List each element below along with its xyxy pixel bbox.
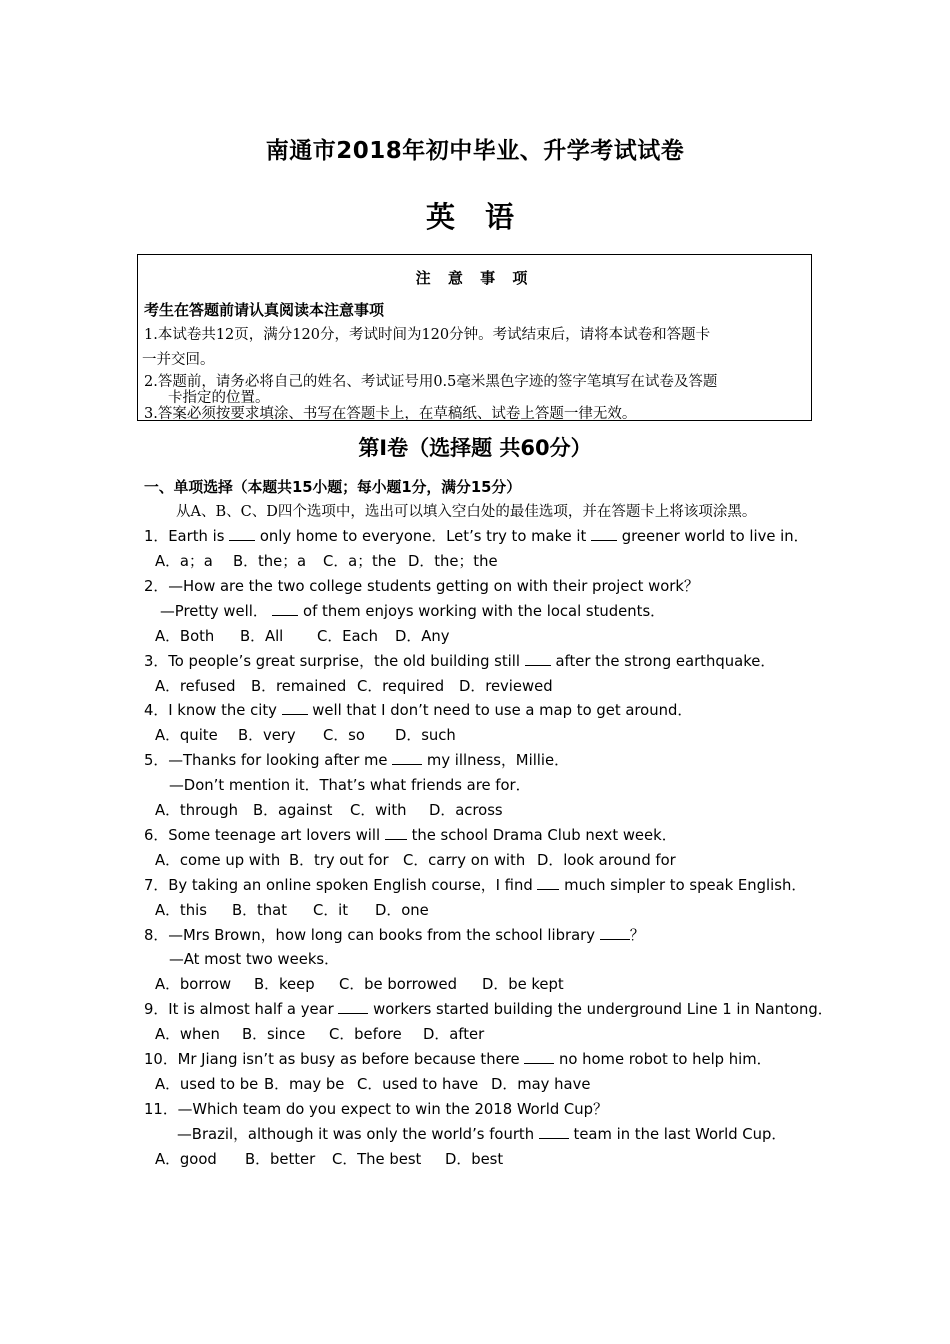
question-11-option-b: B．better xyxy=(245,1151,316,1168)
question-8-option-a: A．borrow xyxy=(155,976,232,993)
question-1-text-pre: 1．Earth is xyxy=(144,528,230,545)
question-2-blank xyxy=(272,603,298,616)
question-4-option-c: C．so xyxy=(323,727,365,744)
question-5-option-c: C．with xyxy=(350,802,407,819)
section1-title: 一、单项选择（本题共15小题；每小题1分，满分15分） xyxy=(144,479,522,496)
question-9-blank xyxy=(338,1001,368,1014)
question-5-text-post: my illness，Millie． xyxy=(422,752,569,769)
question-1-option-b: B．the；a xyxy=(233,553,307,570)
question-1-blank-2 xyxy=(591,528,617,541)
question-8-blank xyxy=(600,927,630,940)
question-3-stem xyxy=(144,650,775,671)
question-9-option-c: C．before xyxy=(329,1026,402,1043)
question-6-text-post: the school Drama Club next week． xyxy=(406,827,677,844)
part1-title: 第Ⅰ卷（选择题 共60分） xyxy=(358,436,592,460)
question-4-option-a: A．quite xyxy=(155,727,218,744)
question-8-option-d: D．be kept xyxy=(482,976,564,993)
question-1-text-mid: only home to everyone．Let’s try to make it xyxy=(255,528,592,545)
question-6-stem xyxy=(144,824,677,845)
question-5-option-a: A．through xyxy=(155,802,239,819)
question-5-option-d: D．across xyxy=(429,802,503,819)
question-8-line-2: —At most two weeks． xyxy=(169,951,339,968)
question-9-options xyxy=(155,1023,484,1044)
question-4-options xyxy=(155,724,456,745)
notice-item-1-cont: 一并交回。 xyxy=(142,352,215,368)
question-8-text-pre: 8．—Mrs Brown，how long can books from the school library xyxy=(144,927,600,944)
question-3-option-a: A．refused xyxy=(155,678,236,695)
notice-item-1: 1.本试卷共12页，满分120分，考试时间为120分钟。考试结束后，请将本试卷和答题卡 xyxy=(144,327,711,343)
question-5-option-b: B．against xyxy=(253,802,333,819)
question-1-text-post: greener world to live in． xyxy=(617,528,809,545)
notice-heading: 注 意 事 项 xyxy=(415,269,534,287)
question-1-option-d: D．the；the xyxy=(408,553,498,570)
question-11-line-1: 11．—Which team do you expect to win the 2018 World Cup？ xyxy=(144,1101,608,1118)
question-7-option-a: A．this xyxy=(155,902,207,919)
question-2-option-d: D．Any xyxy=(395,628,450,645)
question-2-option-a: A．Both xyxy=(155,628,215,645)
question-11-text-post: team in the last World Cup． xyxy=(568,1126,787,1143)
question-10-stem xyxy=(144,1048,771,1069)
exam-title: 南通市2018年初中毕业、升学考试试卷 xyxy=(265,138,685,164)
question-9-option-b: B．since xyxy=(242,1026,306,1043)
question-6-option-c: C．carry on with xyxy=(403,852,526,869)
question-6-text-pre: 6．Some teenage art lovers will xyxy=(144,827,385,844)
question-2-text-pre: —Pretty well． xyxy=(160,603,268,620)
question-5-line-2: —Don’t mention it．That’s what friends are for． xyxy=(169,777,531,794)
notice-subheading: 考生在答题前请认真阅读本注意事项 xyxy=(144,301,385,319)
question-3-option-d: D．reviewed xyxy=(459,678,553,695)
question-6-option-b: B．try out for xyxy=(289,852,389,869)
question-8-line-1 xyxy=(144,924,645,945)
question-7-text-pre: 7．By taking an online spoken English course，I find xyxy=(144,877,538,894)
question-2-option-c: C．Each xyxy=(317,628,379,645)
question-9-text-post: workers started building the underground Line 1 in Nantong． xyxy=(368,1001,833,1018)
question-10-options xyxy=(155,1073,590,1094)
question-6-option-d: D．look around for xyxy=(537,852,676,869)
question-4-stem xyxy=(144,699,692,720)
question-10-option-c: C．used to have xyxy=(357,1076,479,1093)
question-11-option-c: C．The best xyxy=(332,1151,422,1168)
question-5-options xyxy=(155,799,503,820)
question-7-text-post: much simpler to speak English． xyxy=(559,877,807,894)
question-3-option-b: B．remained xyxy=(251,678,347,695)
question-2-text-post: of them enjoys working with the local students． xyxy=(298,603,665,620)
question-5-blank xyxy=(392,752,422,765)
question-7-blank xyxy=(537,877,559,890)
notice-item-2: 2.答题前，请务必将自己的姓名、考试证号用0.5毫米黑色字迹的签字笔填写在试卷及答题 xyxy=(144,374,718,390)
question-11-blank xyxy=(539,1126,569,1139)
question-1-stem xyxy=(144,525,808,546)
question-2-line-1: 2．—How are the two college students getting on with their project work？ xyxy=(144,578,699,595)
question-7-stem xyxy=(144,874,806,895)
question-9-text-pre: 9．It is almost half a year xyxy=(144,1001,339,1018)
question-7-option-c: C．it xyxy=(313,902,349,919)
question-11-option-a: A．good xyxy=(155,1151,217,1168)
question-5-text-pre: 5．—Thanks for looking after me xyxy=(144,752,393,769)
notice-item-2-cont: 卡指定的位置。 xyxy=(168,390,270,406)
question-7-option-b: B．that xyxy=(232,902,287,919)
section1-instruction: 从A、B、C、D四个选项中，选出可以填入空白处的最佳选项，并在答题卡上将该项涂黑。 xyxy=(176,504,757,520)
question-10-option-d: D．may have xyxy=(491,1076,591,1093)
question-1-option-c: C．a；the xyxy=(323,553,397,570)
question-5-line-1 xyxy=(144,749,569,770)
question-10-option-b: B．may be xyxy=(264,1076,345,1093)
question-8-option-c: C．be borrowed xyxy=(339,976,458,993)
question-4-text-pre: 4．I know the city xyxy=(144,702,282,719)
notice-box xyxy=(137,254,812,421)
question-4-option-d: D．such xyxy=(395,727,456,744)
question-7-option-d: D．one xyxy=(375,902,429,919)
question-6-options xyxy=(155,849,676,870)
question-9-stem xyxy=(144,998,833,1019)
question-11-option-d: D．best xyxy=(445,1151,504,1168)
question-4-blank xyxy=(282,702,308,715)
question-2-line-2 xyxy=(160,600,665,621)
question-1-options xyxy=(155,550,498,571)
question-1-blank-1 xyxy=(229,528,255,541)
question-2-options xyxy=(155,625,449,646)
question-7-options xyxy=(155,899,429,920)
question-3-text-pre: 3．To people’s great surprise，the old building still xyxy=(144,653,525,670)
question-4-text-post: well that I don’t need to use a map to get around． xyxy=(307,702,693,719)
question-9-option-a: A．when xyxy=(155,1026,220,1043)
question-2-option-b: B．All xyxy=(240,628,284,645)
question-8-options xyxy=(155,973,564,994)
question-3-blank xyxy=(525,653,551,666)
question-11-line-2 xyxy=(177,1123,786,1144)
question-1-option-a: A．a；a xyxy=(155,553,213,570)
question-3-options xyxy=(155,675,553,696)
subject-title: 英 语 xyxy=(425,200,525,234)
question-10-blank xyxy=(524,1051,554,1064)
question-6-blank xyxy=(385,827,407,840)
notice-item-3: 3.答案必须按要求填涂、书写在答题卡上，在草稿纸、试卷上答题一律无效。 xyxy=(144,406,637,422)
question-10-text-pre: 10．Mr Jiang isn’t as busy as before because there xyxy=(144,1051,525,1068)
question-6-option-a: A．come up with xyxy=(155,852,281,869)
question-10-text-post: no home robot to help him． xyxy=(554,1051,772,1068)
question-9-option-d: D．after xyxy=(423,1026,485,1043)
question-11-text-pre: —Brazil，although it was only the world’s fourth xyxy=(177,1126,539,1143)
question-8-option-b: B．keep xyxy=(254,976,315,993)
question-10-option-a: A．used to be xyxy=(155,1076,259,1093)
question-3-text-post: after the strong earthquake． xyxy=(550,653,776,670)
question-4-option-b: B．very xyxy=(238,727,296,744)
question-8-text-post: ？ xyxy=(629,927,645,944)
question-11-options xyxy=(155,1148,503,1169)
question-3-option-c: C．required xyxy=(357,678,445,695)
